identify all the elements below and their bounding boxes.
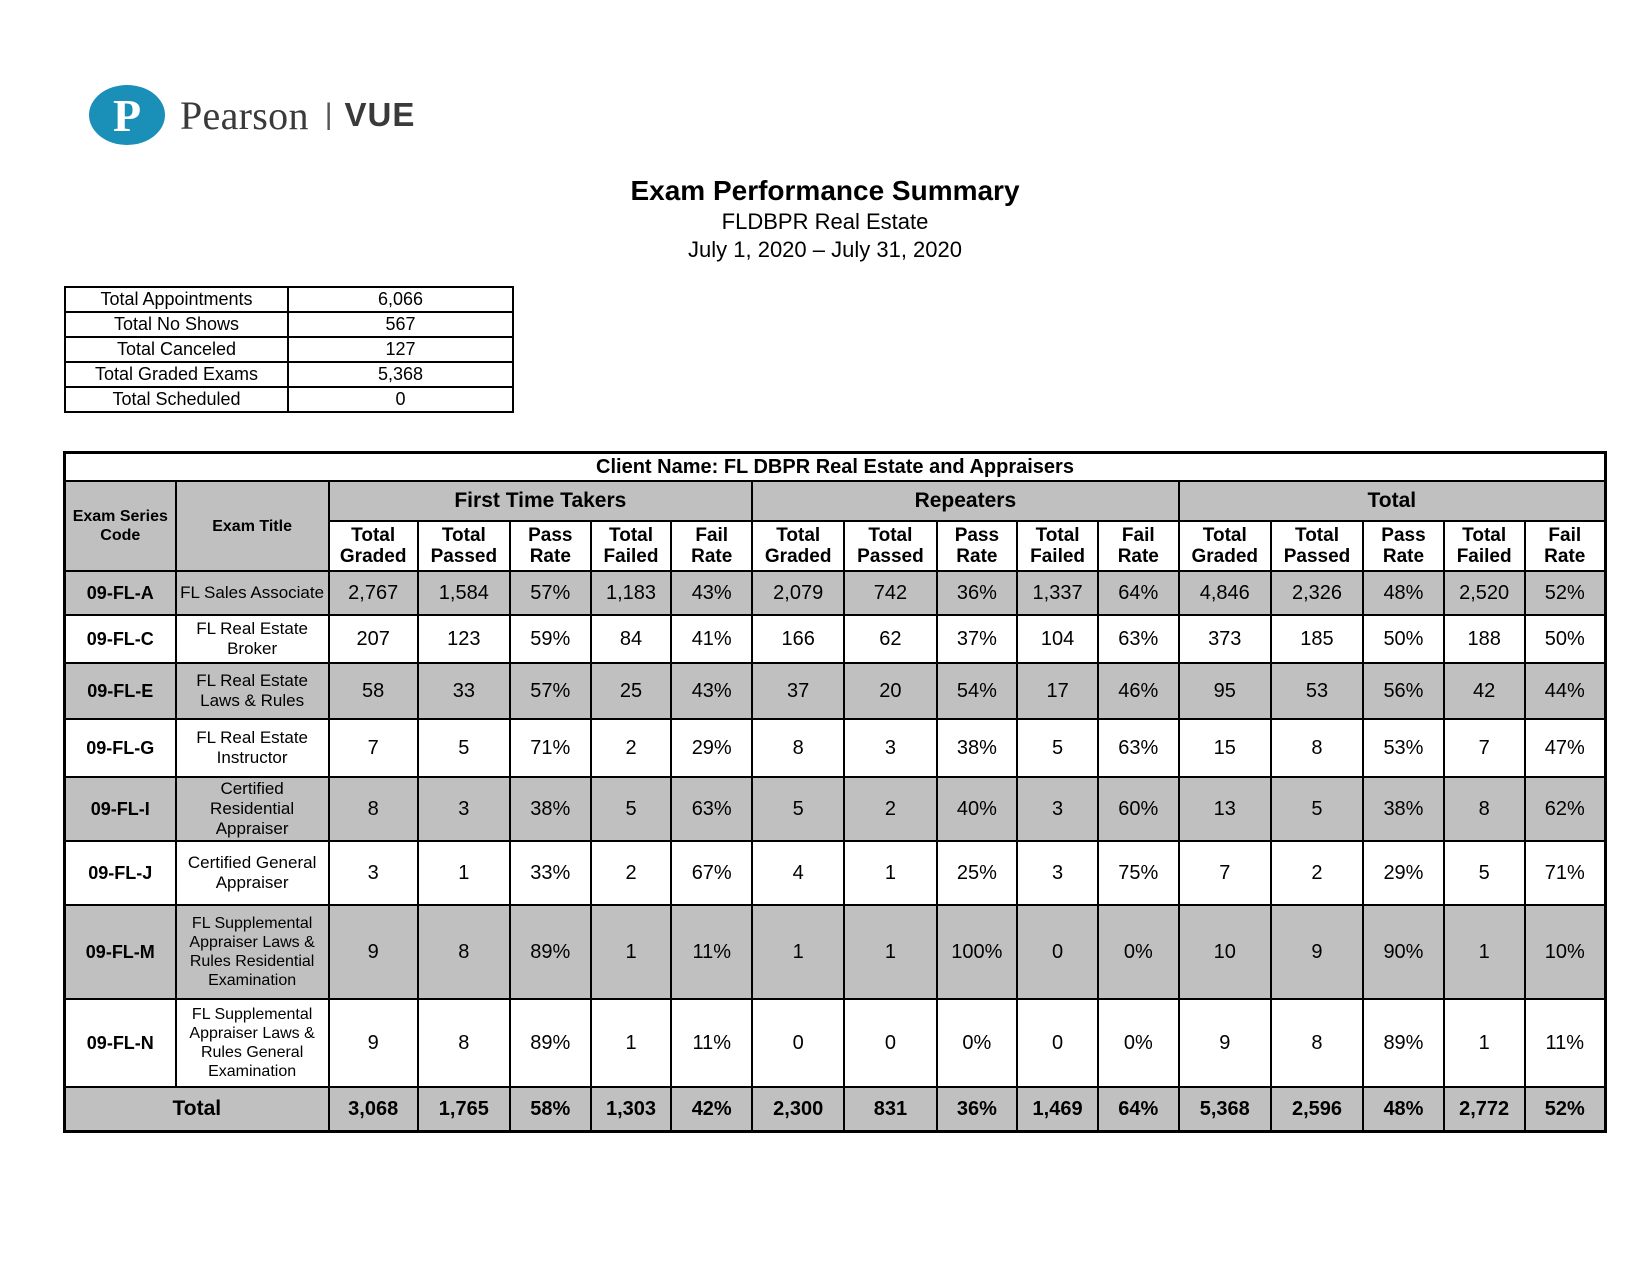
table-cell: 13 bbox=[1179, 777, 1271, 841]
table-cell: 0% bbox=[1098, 999, 1179, 1087]
exam-title: Certified General Appraiser bbox=[176, 841, 329, 905]
sub-header: Total Passed bbox=[418, 521, 510, 571]
table-cell: 38% bbox=[937, 719, 1018, 777]
total-cell: 2,596 bbox=[1271, 1087, 1363, 1132]
logo-product-text: VUE bbox=[344, 96, 416, 133]
table-cell: 71% bbox=[1525, 841, 1606, 905]
exam-series-code: 09-FL-C bbox=[65, 615, 176, 663]
total-cell: 58% bbox=[510, 1087, 591, 1132]
table-cell: 25 bbox=[591, 663, 672, 719]
table-cell: 9 bbox=[329, 905, 418, 999]
table-row bbox=[65, 905, 1606, 999]
table-cell: 100% bbox=[937, 905, 1018, 999]
logo-brand-text: Pearson bbox=[180, 92, 309, 138]
sub-header: Pass Rate bbox=[1363, 521, 1444, 571]
group-header: Total bbox=[1179, 481, 1606, 521]
table-cell: 10% bbox=[1525, 905, 1606, 999]
table-cell: 63% bbox=[1098, 719, 1179, 777]
table-cell: 48% bbox=[1363, 571, 1444, 615]
table-row bbox=[65, 719, 1606, 777]
table-cell: 33% bbox=[510, 841, 591, 905]
table-cell: 2,767 bbox=[329, 571, 418, 615]
table-row bbox=[65, 663, 1606, 719]
total-row bbox=[65, 1087, 1606, 1132]
report-header bbox=[0, 174, 1650, 264]
table-cell: 1 bbox=[844, 905, 936, 999]
table-cell: 166 bbox=[752, 615, 844, 663]
table-cell: 43% bbox=[671, 571, 752, 615]
logo-separator: | bbox=[324, 98, 333, 131]
exam-series-code: 09-FL-J bbox=[65, 841, 176, 905]
summary-row bbox=[65, 287, 513, 312]
group-header: Repeaters bbox=[752, 481, 1179, 521]
table-cell: 41% bbox=[671, 615, 752, 663]
table-cell: 8 bbox=[418, 905, 510, 999]
table-cell: 2 bbox=[591, 719, 672, 777]
table-cell: 10 bbox=[1179, 905, 1271, 999]
total-cell: 1,303 bbox=[591, 1087, 672, 1132]
pearson-vue-logo bbox=[88, 84, 415, 146]
table-cell: 29% bbox=[671, 719, 752, 777]
exam-series-code: 09-FL-E bbox=[65, 663, 176, 719]
report-title: Exam Performance Summary bbox=[630, 175, 1020, 206]
total-cell: 831 bbox=[844, 1087, 936, 1132]
table-cell: 84 bbox=[591, 615, 672, 663]
sub-header: Total Failed bbox=[1444, 521, 1525, 571]
exam-series-code: 09-FL-N bbox=[65, 999, 176, 1087]
summary-table bbox=[64, 286, 514, 413]
table-cell: 5 bbox=[752, 777, 844, 841]
table-cell: 44% bbox=[1525, 663, 1606, 719]
table-cell: 0% bbox=[1098, 905, 1179, 999]
table-cell: 89% bbox=[1363, 999, 1444, 1087]
sub-header: Fail Rate bbox=[1525, 521, 1606, 571]
sub-header: Total Failed bbox=[591, 521, 672, 571]
total-cell: 42% bbox=[671, 1087, 752, 1132]
exam-performance-table bbox=[63, 451, 1607, 1133]
table-cell: 62% bbox=[1525, 777, 1606, 841]
table-cell: 5 bbox=[1444, 841, 1525, 905]
table-cell: 33 bbox=[418, 663, 510, 719]
table-cell: 89% bbox=[510, 999, 591, 1087]
table-row bbox=[65, 777, 1606, 841]
summary-row bbox=[65, 312, 513, 337]
table-cell: 1,584 bbox=[418, 571, 510, 615]
table-cell: 5 bbox=[1017, 719, 1098, 777]
table-cell: 742 bbox=[844, 571, 936, 615]
table-cell: 207 bbox=[329, 615, 418, 663]
table-cell: 71% bbox=[510, 719, 591, 777]
total-cell: 52% bbox=[1525, 1087, 1606, 1132]
table-row bbox=[65, 999, 1606, 1087]
table-cell: 1 bbox=[1444, 999, 1525, 1087]
table-cell: 50% bbox=[1525, 615, 1606, 663]
sub-header: Total Graded bbox=[329, 521, 418, 571]
exam-series-code: 09-FL-I bbox=[65, 777, 176, 841]
table-cell: 188 bbox=[1444, 615, 1525, 663]
table-cell: 104 bbox=[1017, 615, 1098, 663]
table-cell: 36% bbox=[937, 571, 1018, 615]
table-cell: 1,337 bbox=[1017, 571, 1098, 615]
table-cell: 123 bbox=[418, 615, 510, 663]
report-subtitle: FLDBPR Real Estate bbox=[721, 209, 929, 234]
exam-series-code: 09-FL-A bbox=[65, 571, 176, 615]
table-cell: 2 bbox=[844, 777, 936, 841]
table-cell: 0 bbox=[1017, 999, 1098, 1087]
table-cell: 5 bbox=[418, 719, 510, 777]
total-cell: 3,068 bbox=[329, 1087, 418, 1132]
table-cell: 4 bbox=[752, 841, 844, 905]
summary-label: Total Scheduled bbox=[65, 387, 288, 412]
table-cell: 8 bbox=[329, 777, 418, 841]
table-cell: 37 bbox=[752, 663, 844, 719]
col-header-exam-series-code: Exam Series Code bbox=[65, 481, 176, 571]
exam-title: FL Supplemental Appraiser Laws & Rules Residential Examination bbox=[176, 905, 329, 999]
exam-series-code: 09-FL-G bbox=[65, 719, 176, 777]
table-cell: 64% bbox=[1098, 571, 1179, 615]
table-cell: 1 bbox=[752, 905, 844, 999]
total-label: Total bbox=[65, 1087, 329, 1132]
total-cell: 1,469 bbox=[1017, 1087, 1098, 1132]
table-cell: 3 bbox=[329, 841, 418, 905]
table-cell: 5 bbox=[1271, 777, 1363, 841]
table-cell: 2,520 bbox=[1444, 571, 1525, 615]
table-cell: 3 bbox=[418, 777, 510, 841]
table-cell: 53 bbox=[1271, 663, 1363, 719]
table-cell: 3 bbox=[1017, 777, 1098, 841]
table-cell: 38% bbox=[1363, 777, 1444, 841]
table-cell: 185 bbox=[1271, 615, 1363, 663]
summary-value: 6,066 bbox=[288, 287, 513, 312]
total-cell: 48% bbox=[1363, 1087, 1444, 1132]
table-cell: 8 bbox=[1271, 999, 1363, 1087]
total-cell: 64% bbox=[1098, 1087, 1179, 1132]
table-cell: 1,183 bbox=[591, 571, 672, 615]
total-cell: 5,368 bbox=[1179, 1087, 1271, 1132]
table-cell: 38% bbox=[510, 777, 591, 841]
table-cell: 53% bbox=[1363, 719, 1444, 777]
table-cell: 43% bbox=[671, 663, 752, 719]
exam-title: Certified Residential Appraiser bbox=[176, 777, 329, 841]
exam-title: FL Sales Associate bbox=[176, 571, 329, 615]
table-cell: 5 bbox=[591, 777, 672, 841]
sub-header: Fail Rate bbox=[1098, 521, 1179, 571]
table-cell: 11% bbox=[671, 905, 752, 999]
sub-header: Total Graded bbox=[752, 521, 844, 571]
table-cell: 67% bbox=[671, 841, 752, 905]
table-cell: 3 bbox=[1017, 841, 1098, 905]
summary-row bbox=[65, 337, 513, 362]
summary-label: Total Graded Exams bbox=[65, 362, 288, 387]
summary-row bbox=[65, 362, 513, 387]
summary-label: Total Canceled bbox=[65, 337, 288, 362]
table-cell: 47% bbox=[1525, 719, 1606, 777]
summary-label: Total No Shows bbox=[65, 312, 288, 337]
table-cell: 52% bbox=[1525, 571, 1606, 615]
table-cell: 46% bbox=[1098, 663, 1179, 719]
table-cell: 2,079 bbox=[752, 571, 844, 615]
pearson-logo-icon bbox=[88, 84, 166, 146]
table-cell: 90% bbox=[1363, 905, 1444, 999]
table-cell: 9 bbox=[1271, 905, 1363, 999]
table-cell: 59% bbox=[510, 615, 591, 663]
table-cell: 8 bbox=[1271, 719, 1363, 777]
table-cell: 0 bbox=[1017, 905, 1098, 999]
table-cell: 54% bbox=[937, 663, 1018, 719]
sub-header: Fail Rate bbox=[671, 521, 752, 571]
table-cell: 3 bbox=[844, 719, 936, 777]
client-name: Client Name: FL DBPR Real Estate and Appraisers bbox=[65, 453, 1606, 482]
sub-header: Total Failed bbox=[1017, 521, 1098, 571]
table-row bbox=[65, 841, 1606, 905]
exam-title: FL Supplemental Appraiser Laws & Rules General Examination bbox=[176, 999, 329, 1087]
table-cell: 29% bbox=[1363, 841, 1444, 905]
table-cell: 1 bbox=[418, 841, 510, 905]
table-cell: 1 bbox=[844, 841, 936, 905]
table-cell: 7 bbox=[329, 719, 418, 777]
table-cell: 7 bbox=[1179, 841, 1271, 905]
table-cell: 95 bbox=[1179, 663, 1271, 719]
svg-text:P: P bbox=[112, 90, 142, 141]
exam-series-code: 09-FL-M bbox=[65, 905, 176, 999]
table-cell: 57% bbox=[510, 663, 591, 719]
table-cell: 0 bbox=[752, 999, 844, 1087]
table-cell: 8 bbox=[752, 719, 844, 777]
table-cell: 8 bbox=[418, 999, 510, 1087]
table-cell: 62 bbox=[844, 615, 936, 663]
total-cell: 2,300 bbox=[752, 1087, 844, 1132]
table-cell: 0% bbox=[937, 999, 1018, 1087]
table-cell: 7 bbox=[1444, 719, 1525, 777]
table-cell: 2 bbox=[591, 841, 672, 905]
table-cell: 15 bbox=[1179, 719, 1271, 777]
table-cell: 89% bbox=[510, 905, 591, 999]
table-cell: 40% bbox=[937, 777, 1018, 841]
summary-value: 5,368 bbox=[288, 362, 513, 387]
total-cell: 36% bbox=[937, 1087, 1018, 1132]
table-cell: 25% bbox=[937, 841, 1018, 905]
group-header: First Time Takers bbox=[329, 481, 752, 521]
sub-header: Total Passed bbox=[844, 521, 936, 571]
table-cell: 58 bbox=[329, 663, 418, 719]
summary-value: 0 bbox=[288, 387, 513, 412]
table-cell: 2 bbox=[1271, 841, 1363, 905]
table-cell: 4,846 bbox=[1179, 571, 1271, 615]
table-cell: 11% bbox=[1525, 999, 1606, 1087]
table-cell: 9 bbox=[329, 999, 418, 1087]
table-cell: 60% bbox=[1098, 777, 1179, 841]
sub-header: Total Graded bbox=[1179, 521, 1271, 571]
summary-value: 567 bbox=[288, 312, 513, 337]
total-cell: 2,772 bbox=[1444, 1087, 1525, 1132]
table-cell: 0 bbox=[844, 999, 936, 1087]
table-cell: 17 bbox=[1017, 663, 1098, 719]
table-cell: 75% bbox=[1098, 841, 1179, 905]
table-cell: 63% bbox=[1098, 615, 1179, 663]
table-cell: 50% bbox=[1363, 615, 1444, 663]
table-cell: 1 bbox=[591, 905, 672, 999]
sub-header: Pass Rate bbox=[510, 521, 591, 571]
table-cell: 56% bbox=[1363, 663, 1444, 719]
table-cell: 37% bbox=[937, 615, 1018, 663]
exam-title: FL Real Estate Laws & Rules bbox=[176, 663, 329, 719]
total-cell: 1,765 bbox=[418, 1087, 510, 1132]
summary-value: 127 bbox=[288, 337, 513, 362]
exam-title: FL Real Estate Instructor bbox=[176, 719, 329, 777]
table-cell: 8 bbox=[1444, 777, 1525, 841]
sub-header: Total Passed bbox=[1271, 521, 1363, 571]
table-cell: 1 bbox=[1444, 905, 1525, 999]
table-cell: 2,326 bbox=[1271, 571, 1363, 615]
sub-header: Pass Rate bbox=[937, 521, 1018, 571]
table-cell: 57% bbox=[510, 571, 591, 615]
table-row bbox=[65, 571, 1606, 615]
table-cell: 9 bbox=[1179, 999, 1271, 1087]
summary-row bbox=[65, 387, 513, 412]
table-cell: 63% bbox=[671, 777, 752, 841]
table-cell: 1 bbox=[591, 999, 672, 1087]
table-cell: 11% bbox=[671, 999, 752, 1087]
table-cell: 373 bbox=[1179, 615, 1271, 663]
summary-label: Total Appointments bbox=[65, 287, 288, 312]
table-row bbox=[65, 615, 1606, 663]
report-date-range: July 1, 2020 – July 31, 2020 bbox=[688, 237, 962, 262]
table-cell: 20 bbox=[844, 663, 936, 719]
exam-title: FL Real Estate Broker bbox=[176, 615, 329, 663]
table-cell: 42 bbox=[1444, 663, 1525, 719]
col-header-exam-title: Exam Title bbox=[176, 481, 329, 571]
